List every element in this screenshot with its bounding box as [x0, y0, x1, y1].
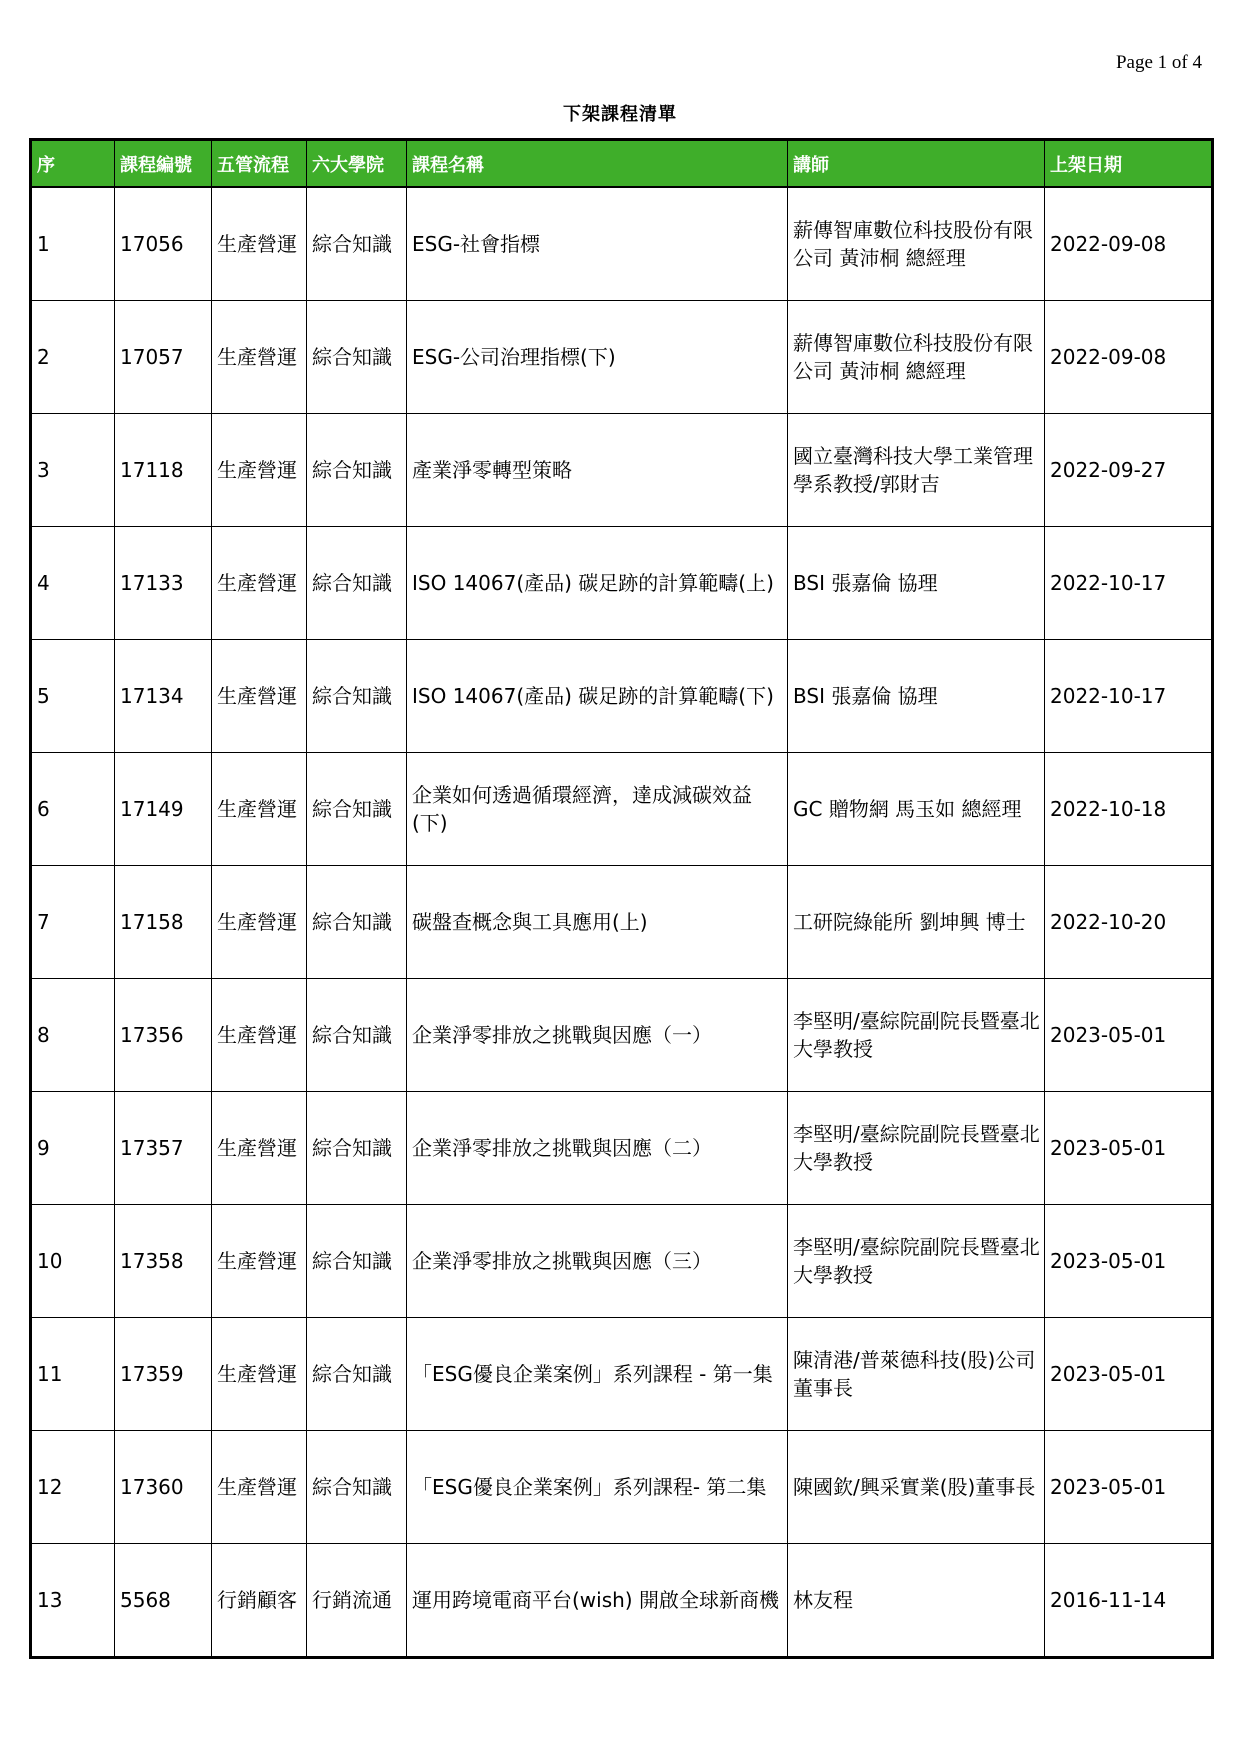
cell-teacher: 薪傳智庫數位科技股份有限公司 黃沛桐 總經理: [788, 187, 1045, 301]
cell-college: 綜合知識: [307, 187, 407, 301]
cell-teacher: 國立臺灣科技大學工業管理學系教授/郭財吉: [788, 414, 1045, 527]
cell-process: 生產營運: [212, 1092, 307, 1205]
cell-process: 生產營運: [212, 414, 307, 527]
cell-course-id: 17158: [115, 866, 212, 979]
table-row: [31, 1318, 1213, 1431]
cell-date: 2022-09-08: [1045, 187, 1213, 301]
cell-course-id: 17149: [115, 753, 212, 866]
cell-college: 綜合知識: [307, 1318, 407, 1431]
cell-teacher: BSI 張嘉倫 協理: [788, 640, 1045, 753]
cell-seq: 7: [31, 866, 115, 979]
cell-college: 綜合知識: [307, 1205, 407, 1318]
table-row: [31, 640, 1213, 753]
table-row: [31, 301, 1213, 414]
column-header-course-name: 課程名稱: [407, 140, 788, 188]
column-header-date: 上架日期: [1045, 140, 1213, 188]
table-row: [31, 1544, 1213, 1658]
cell-college: 綜合知識: [307, 753, 407, 866]
cell-seq: 13: [31, 1544, 115, 1658]
cell-course-name: ISO 14067(產品) 碳足跡的計算範疇(下): [407, 640, 788, 753]
cell-course-id: 5568: [115, 1544, 212, 1658]
column-header-seq: 序: [31, 140, 115, 188]
cell-date: 2016-11-14: [1045, 1544, 1213, 1658]
table-row: [31, 1431, 1213, 1544]
cell-teacher: 工研院綠能所 劉坤興 博士: [788, 866, 1045, 979]
cell-course-id: 17360: [115, 1431, 212, 1544]
cell-college: 綜合知識: [307, 301, 407, 414]
cell-seq: 10: [31, 1205, 115, 1318]
cell-teacher: 林友程: [788, 1544, 1045, 1658]
page-number: Page 1 of 4: [1115, 52, 1202, 73]
cell-date: 2023-05-01: [1045, 979, 1213, 1092]
cell-college: 綜合知識: [307, 866, 407, 979]
cell-process: 生產營運: [212, 640, 307, 753]
cell-teacher: 陳清港/普萊德科技(股)公司董事長: [788, 1318, 1045, 1431]
cell-date: 2022-09-08: [1045, 301, 1213, 414]
cell-seq: 3: [31, 414, 115, 527]
cell-college: 綜合知識: [307, 979, 407, 1092]
cell-seq: 2: [31, 301, 115, 414]
cell-course-name: ESG-社會指標: [407, 187, 788, 301]
cell-process: 生產營運: [212, 527, 307, 640]
course-table: [29, 138, 1214, 1659]
cell-course-id: 17356: [115, 979, 212, 1092]
cell-teacher: 李堅明/臺綜院副院長暨臺北大學教授: [788, 1092, 1045, 1205]
cell-teacher: BSI 張嘉倫 協理: [788, 527, 1045, 640]
cell-date: 2023-05-01: [1045, 1092, 1213, 1205]
cell-process: 生產營運: [212, 1205, 307, 1318]
cell-teacher: GC 贈物網 馬玉如 總經理: [788, 753, 1045, 866]
cell-course-id: 17056: [115, 187, 212, 301]
cell-process: 生產營運: [212, 1431, 307, 1544]
cell-process: 生產營運: [212, 301, 307, 414]
table-row: [31, 1092, 1213, 1205]
column-header-teacher: 講師: [788, 140, 1045, 188]
cell-seq: 6: [31, 753, 115, 866]
table-row: [31, 1205, 1213, 1318]
cell-teacher: 李堅明/臺綜院副院長暨臺北大學教授: [788, 979, 1045, 1092]
cell-date: 2023-05-01: [1045, 1318, 1213, 1431]
cell-course-name: 「ESG優良企業案例」系列課程 - 第一集: [407, 1318, 788, 1431]
cell-college: 綜合知識: [307, 1431, 407, 1544]
cell-course-id: 17057: [115, 301, 212, 414]
cell-course-name: 企業如何透過循環經濟，達成減碳效益(下): [407, 753, 788, 866]
cell-date: 2022-10-18: [1045, 753, 1213, 866]
cell-seq: 4: [31, 527, 115, 640]
cell-course-id: 17134: [115, 640, 212, 753]
cell-course-name: 產業淨零轉型策略: [407, 414, 788, 527]
cell-course-name: 企業淨零排放之挑戰與因應（二）: [407, 1092, 788, 1205]
cell-college: 綜合知識: [307, 640, 407, 753]
table-row: [31, 979, 1213, 1092]
cell-course-id: 17118: [115, 414, 212, 527]
cell-date: 2023-05-01: [1045, 1431, 1213, 1544]
cell-process: 行銷顧客: [212, 1544, 307, 1658]
cell-course-id: 17133: [115, 527, 212, 640]
column-header-course-id: 課程編號: [115, 140, 212, 188]
table-row: [31, 753, 1213, 866]
cell-course-name: 企業淨零排放之挑戰與因應（一）: [407, 979, 788, 1092]
cell-course-id: 17359: [115, 1318, 212, 1431]
cell-college: 綜合知識: [307, 1092, 407, 1205]
table-row: [31, 866, 1213, 979]
cell-college: 綜合知識: [307, 527, 407, 640]
cell-course-name: 「ESG優良企業案例」系列課程- 第二集: [407, 1431, 788, 1544]
cell-course-name: 碳盤查概念與工具應用(上): [407, 866, 788, 979]
cell-course-name: 運用跨境電商平台(wish) 開啟全球新商機: [407, 1544, 788, 1658]
cell-course-id: 17358: [115, 1205, 212, 1318]
table-row: [31, 187, 1213, 301]
cell-course-name: ESG-公司治理指標(下): [407, 301, 788, 414]
table-row: [31, 414, 1213, 527]
cell-seq: 8: [31, 979, 115, 1092]
cell-date: 2022-09-27: [1045, 414, 1213, 527]
column-header-process: 五管流程: [212, 140, 307, 188]
cell-college: 綜合知識: [307, 414, 407, 527]
document-title: 下架課程清單: [563, 104, 677, 125]
cell-seq: 5: [31, 640, 115, 753]
cell-course-name: ISO 14067(產品) 碳足跡的計算範疇(上): [407, 527, 788, 640]
cell-course-id: 17357: [115, 1092, 212, 1205]
cell-teacher: 李堅明/臺綜院副院長暨臺北大學教授: [788, 1205, 1045, 1318]
cell-date: 2022-10-17: [1045, 527, 1213, 640]
cell-seq: 11: [31, 1318, 115, 1431]
cell-seq: 12: [31, 1431, 115, 1544]
cell-date: 2023-05-01: [1045, 1205, 1213, 1318]
cell-date: 2022-10-17: [1045, 640, 1213, 753]
cell-process: 生產營運: [212, 187, 307, 301]
cell-seq: 9: [31, 1092, 115, 1205]
cell-teacher: 陳國欽/興采實業(股)董事長: [788, 1431, 1045, 1544]
cell-process: 生產營運: [212, 753, 307, 866]
cell-process: 生產營運: [212, 979, 307, 1092]
cell-process: 生產營運: [212, 866, 307, 979]
cell-teacher: 薪傳智庫數位科技股份有限公司 黃沛桐 總經理: [788, 301, 1045, 414]
cell-college: 行銷流通: [307, 1544, 407, 1658]
column-header-college: 六大學院: [307, 140, 407, 188]
table-row: [31, 527, 1213, 640]
cell-date: 2022-10-20: [1045, 866, 1213, 979]
cell-course-name: 企業淨零排放之挑戰與因應（三）: [407, 1205, 788, 1318]
cell-seq: 1: [31, 187, 115, 301]
cell-process: 生產營運: [212, 1318, 307, 1431]
table-header-row: [31, 140, 1213, 188]
